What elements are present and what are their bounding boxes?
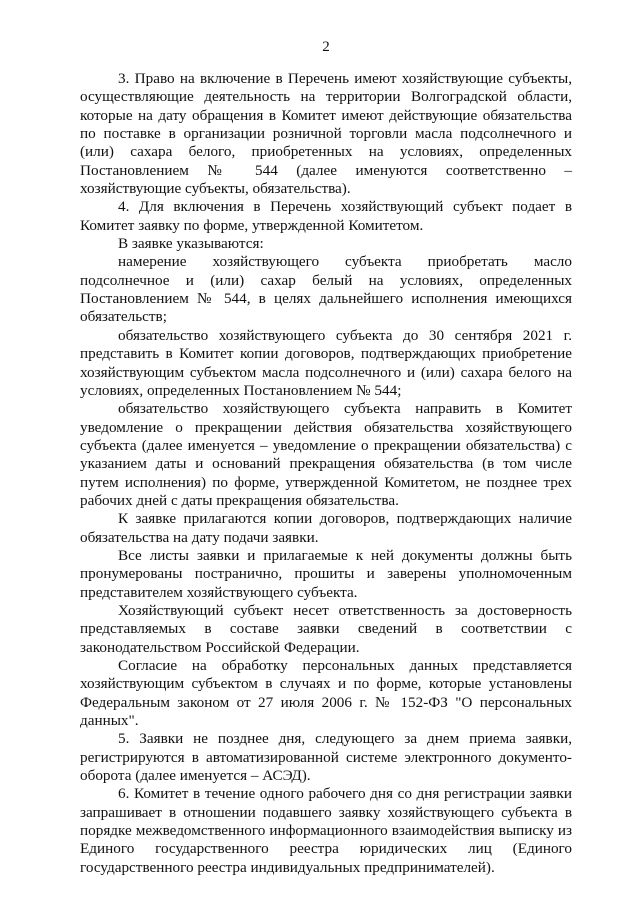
paragraph-item-5: 5. Заявки не позднее дня, следующего за днем приема заявки, регистрируются в автоматизированной системе электронного документо-оборота (далее именуется – АСЭД).: [80, 730, 572, 785]
paragraph-attachments: К заявке прилагаются копии договоров, подтверждающих наличие обязательства на дату подачи заявки.: [80, 510, 572, 546]
paragraph-responsibility: Хозяйствующий субъект несет ответственность за достоверность представляемых в составе заявки сведений в соответствии с законодательством Российской Федерации.: [80, 601, 572, 656]
paragraph-numbering: Все листы заявки и прилагаемые к ней документы должны быть пронумерованы постранично, прошиты и заверены уполномоченным представителем хозяйствующего субъекта.: [80, 546, 572, 601]
paragraph-application-contents-intro: В заявке указываются:: [118, 235, 264, 253]
paragraph-item-3: 3. Право на включение в Перечень имеют хозяйствующие субъекты, осуществляющие деятельность на территории Волгоградской области, которые на дату обращения в Комитет имеют действующие обязательства по поставке в организации розничной торговли масла подсолнечного и (или) сахара белого, приобретенных на условиях, определенных Постановлением № 544 (далее именуются соответственно – хозяйствующие субъекты, обязательства).: [80, 70, 572, 198]
paragraph-personal-data: Согласие на обработку персональных данных представляется хозяйствующим субъектом в случаях и по форме, которые установлены Федеральным законом от 27 июля 2006 г. № 152-ФЗ "О персональных данных".: [80, 657, 572, 730]
paragraph-item-4: 4. Для включения в Перечень хозяйствующий субъект подает в Комитет заявку по форме, утвержденной Комитетом.: [80, 198, 572, 234]
paragraph-notification-obligation: обязательство хозяйствующего субъекта направить в Комитет уведомление о прекращении действия обязательства хозяйствующего субъекта (далее именуется – уведомление о прекращении обязательства) с указанием даты и оснований прекращения обязательства (в том числе путем исполнения) по форме, утвержденной Комитетом, не позднее трех рабочих дней с даты прекращения обязательства.: [80, 400, 572, 509]
paragraph-item-6: 6. Комитет в течение одного рабочего дня со дня регистрации заявки запрашивает в отношении подавшего заявку хозяйствующего субъекта в порядке межведомственного информационного взаимодействия выписку из Единого государственного реестра юридических лиц (Единого государственного реестра индивидуальных предпринимателей).: [80, 785, 572, 876]
document-page: [80, 38, 572, 877]
page-number: 2: [322, 39, 330, 55]
paragraph-contracts-obligation: обязательство хозяйствующего субъекта до 30 сентября 2021 г. представить в Комитет копии договоров, подтверждающих приобретение хозяйствующим субъектом масла подсолнечного и (или) сахара белого на условиях, определенных Постановлением № 544;: [80, 326, 572, 399]
paragraph-intention: намерение хозяйствующего субъекта приобретать масло подсолнечное и (или) сахар белый на условиях, определенных Постановлением № 544, в целях дальнейшего исполнения имеющихся обязательств;: [80, 253, 572, 326]
